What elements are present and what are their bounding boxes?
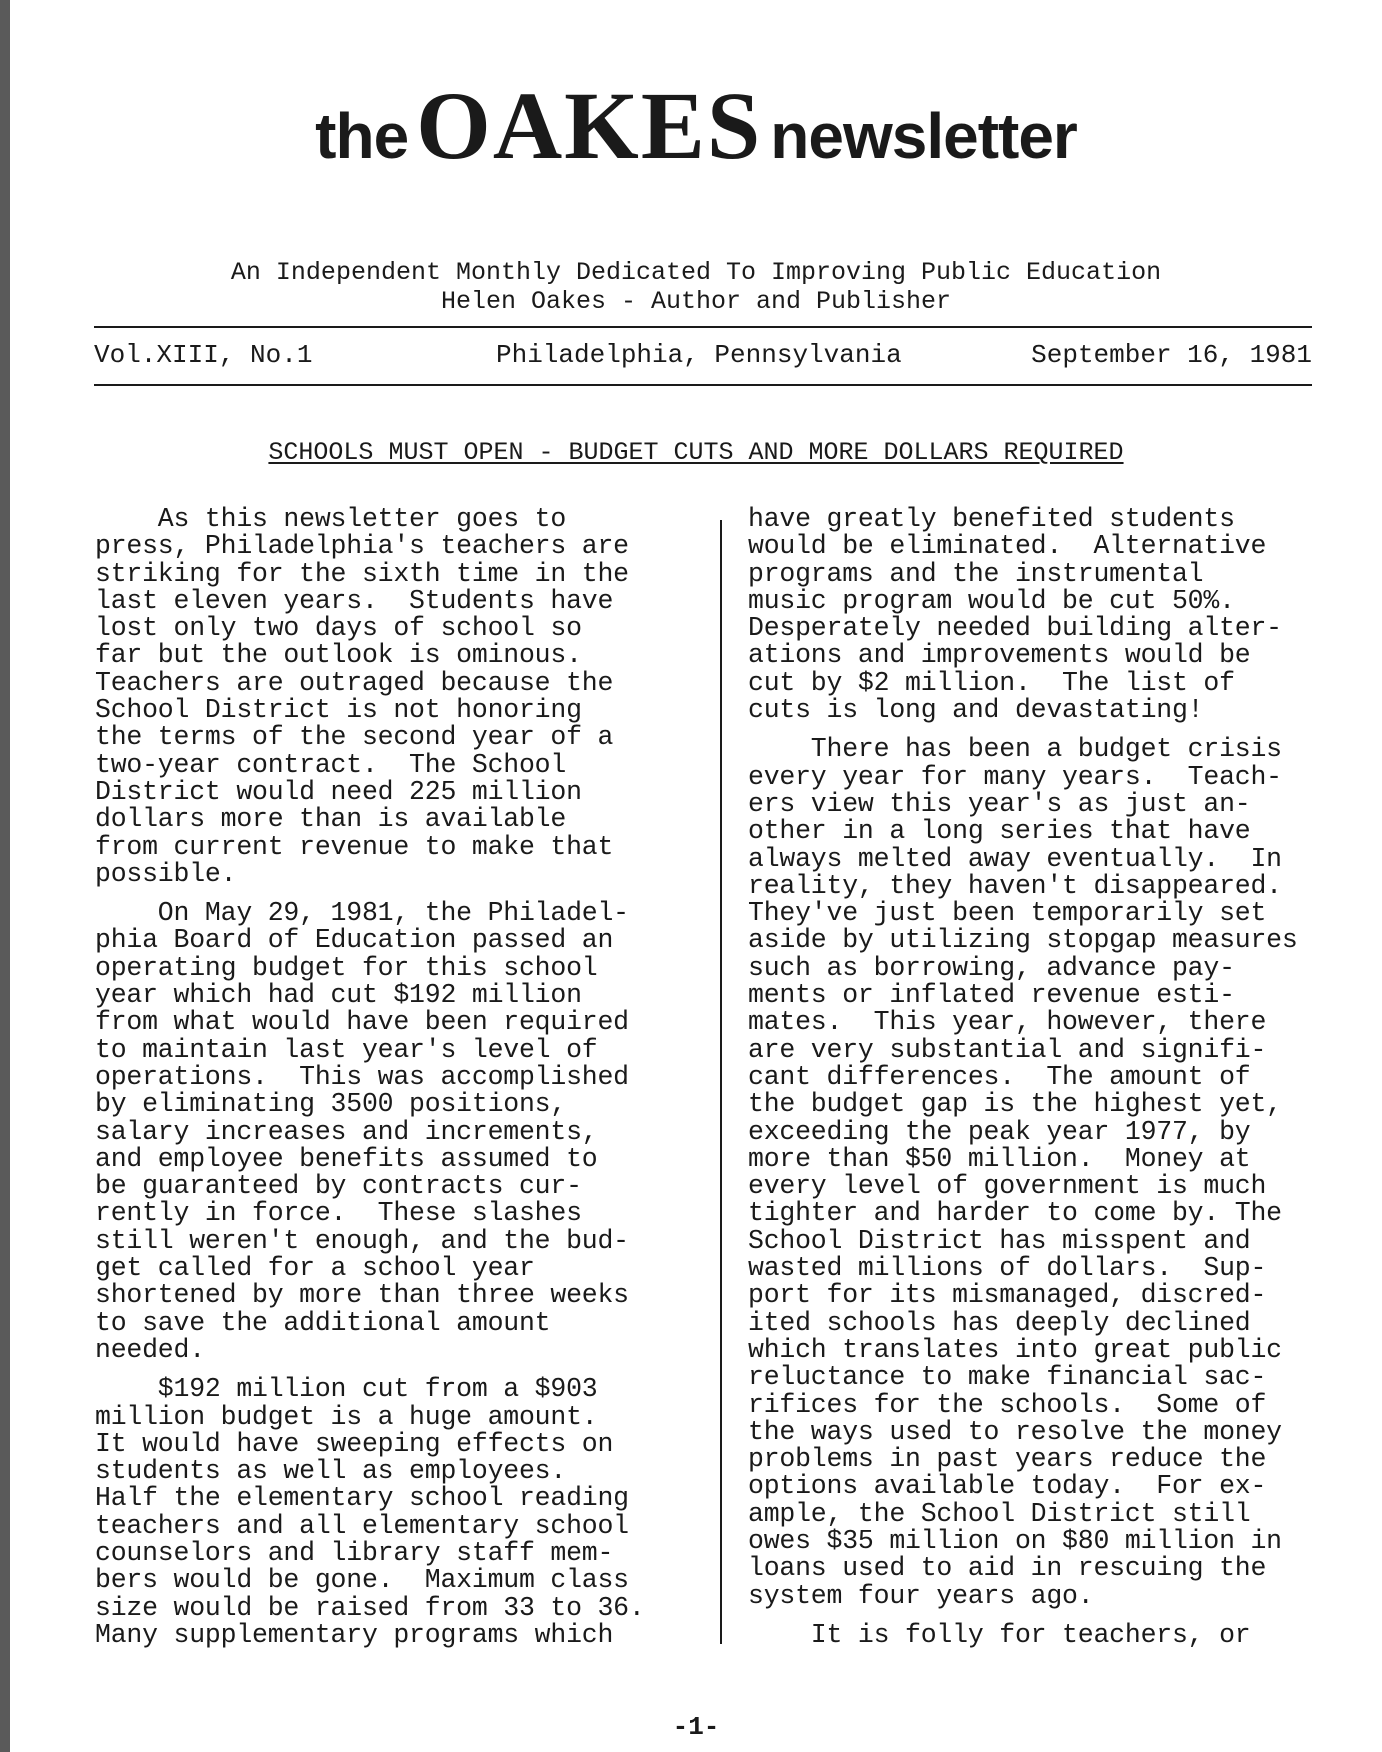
text-line: programs and the instrumental <box>748 558 1204 589</box>
text-line: teachers and all elementary school <box>95 1510 629 1541</box>
text-line: rently in force. These slashes <box>95 1198 582 1229</box>
text-line: phia Board of Education passed an <box>95 925 614 956</box>
text-line: operating budget for this school <box>95 952 598 983</box>
text-line: On May 29, 1981, the Philadel- <box>95 898 629 929</box>
text-line: other in a long series that have <box>748 816 1251 847</box>
text-line: still weren't enough, and the bud- <box>95 1225 629 1256</box>
text-line: far but the outlook is ominous. <box>95 640 582 671</box>
text-line: always melted away eventually. In <box>748 843 1282 874</box>
text-line: operations. This was accomplished <box>95 1061 629 1092</box>
text-line: to save the additional amount <box>95 1307 551 1338</box>
text-line: get called for a school year <box>95 1253 535 1284</box>
text-line: such as borrowing, advance pay- <box>748 952 1235 983</box>
text-line: It would have sweeping effects on <box>95 1428 614 1459</box>
text-line: ers view this year's as just an- <box>748 788 1251 819</box>
text-line: There has been a budget crisis <box>748 734 1282 765</box>
text-line: exceeding the peak year 1977, by <box>748 1116 1251 1147</box>
text-line: District would need 225 million <box>95 776 582 807</box>
text-line: lost only two days of school so <box>95 613 582 644</box>
text-line: cant differences. The amount of <box>748 1061 1251 1092</box>
text-line: options available today. For ex- <box>748 1471 1267 1502</box>
text-line: every year for many years. Teach- <box>748 761 1282 792</box>
text-line: owes $35 million on $80 million in <box>748 1525 1282 1556</box>
text-line: bers would be gone. Maximum class <box>95 1565 629 1596</box>
headline-text: SCHOOLS MUST OPEN - BUDGET CUTS AND MORE DOLLARS REQUIRED <box>268 438 1124 467</box>
masthead <box>10 72 1382 179</box>
text-line: the terms of the second year of a <box>95 722 614 753</box>
column-divider <box>720 520 722 1644</box>
issue-place: Philadelphia, Pennsylvania <box>496 340 902 370</box>
text-line: ited schools has deeply declined <box>748 1307 1251 1338</box>
newsletter-page <box>10 0 1382 1752</box>
text-line: press, Philadelphia's teachers are <box>95 531 629 562</box>
masthead-the: the <box>315 100 409 172</box>
page-number: -1- <box>672 1712 720 1742</box>
text-line: by eliminating 3500 positions, <box>95 1089 567 1120</box>
text-line: mates. This year, however, there <box>748 1007 1267 1038</box>
text-line: dollars more than is available <box>95 804 567 835</box>
issue-date: September 16, 1981 <box>1031 340 1312 370</box>
text-line: students as well as employees. <box>95 1456 567 1487</box>
top-rule <box>94 326 1312 328</box>
text-line: the budget gap is the highest yet, <box>748 1089 1282 1120</box>
text-line: and employee benefits assumed to <box>95 1143 598 1174</box>
text-line: needed. <box>95 1334 205 1365</box>
text-line: every level of government is much <box>748 1171 1267 1202</box>
text-line: cut by $2 million. The list of <box>748 667 1235 698</box>
text-line: year which had cut $192 million <box>95 980 582 1011</box>
text-line: aside by utilizing stopgap measures <box>748 925 1298 956</box>
text-line: As this newsletter goes to <box>95 504 567 534</box>
text-line: Desperately needed building alter- <box>748 613 1282 644</box>
text-line: system four years ago. <box>748 1580 1094 1611</box>
text-line: more than $50 million. Money at <box>748 1143 1251 1174</box>
text-line: salary increases and increments, <box>95 1116 598 1147</box>
text-line: music program would be cut 50%. <box>748 585 1235 616</box>
text-line: two-year contract. The School <box>95 749 567 780</box>
text-line: shortened by more than three weeks <box>95 1280 629 1311</box>
tagline-author: Helen Oakes - Author and Publisher <box>440 287 952 316</box>
text-line: ments or inflated revenue esti- <box>748 980 1235 1011</box>
text-line: counselors and library staff mem- <box>95 1537 614 1568</box>
right-column <box>748 506 1298 1649</box>
text-line: rifices for the schools. Some of <box>748 1389 1267 1420</box>
issue-volume: Vol.XIII, No.1 <box>94 340 313 370</box>
tagline <box>10 258 1382 316</box>
bottom-rule <box>94 384 1312 386</box>
text-line: striking for the sixth time in the <box>95 558 629 589</box>
text-line: which translates into great public <box>748 1334 1282 1365</box>
text-line: School District has misspent and <box>748 1225 1251 1256</box>
text-line: Many supplementary programs which <box>95 1619 614 1650</box>
text-line: port for its mismanaged, discred- <box>748 1280 1267 1311</box>
article-headline <box>10 438 1382 468</box>
tagline-line1: An Independent Monthly Dedicated To Improving Public Education <box>230 258 1162 287</box>
text-line: ations and improvements would be <box>748 640 1251 671</box>
text-line: be guaranteed by contracts cur- <box>95 1171 582 1202</box>
text-line: the ways used to resolve the money <box>748 1416 1282 1447</box>
masthead-oakes: OAKES <box>416 72 763 179</box>
text-line: reluctance to make financial sac- <box>748 1362 1267 1393</box>
masthead-newsletter: newsletter <box>770 100 1077 172</box>
text-line: cuts is long and devastating! <box>748 695 1204 726</box>
text-line: tighter and harder to come by. The <box>748 1198 1282 1229</box>
text-line: size would be raised from 33 to 36. <box>95 1592 645 1623</box>
text-line: Half the elementary school reading <box>95 1483 629 1514</box>
text-line: have greatly benefited students <box>748 504 1235 534</box>
text-line: million budget is a huge amount. <box>95 1401 598 1432</box>
text-line: reality, they haven't disappeared. <box>748 870 1282 901</box>
text-line: It is folly for teachers, or <box>748 1619 1251 1650</box>
text-line: loans used to aid in rescuing the <box>748 1553 1267 1584</box>
text-line: last eleven years. Students have <box>95 585 614 616</box>
text-line: Teachers are outraged because the <box>95 667 614 698</box>
text-line: School District is not honoring <box>95 695 582 726</box>
text-line: from what would have been required <box>95 1007 629 1038</box>
text-line: $192 million cut from a $903 <box>95 1374 598 1405</box>
text-line: are very substantial and signifi- <box>748 1034 1267 1065</box>
text-line: from current revenue to make that <box>95 831 614 862</box>
text-line: to maintain last year's level of <box>95 1034 598 1065</box>
text-line: possible. <box>95 858 237 889</box>
text-line: wasted millions of dollars. Sup- <box>748 1253 1267 1284</box>
text-line: problems in past years reduce the <box>748 1444 1267 1475</box>
text-line: would be eliminated. Alternative <box>748 531 1267 562</box>
text-line: They've just been temporarily set <box>748 898 1267 929</box>
text-line: ample, the School District still <box>748 1498 1251 1529</box>
left-column <box>95 506 645 1649</box>
